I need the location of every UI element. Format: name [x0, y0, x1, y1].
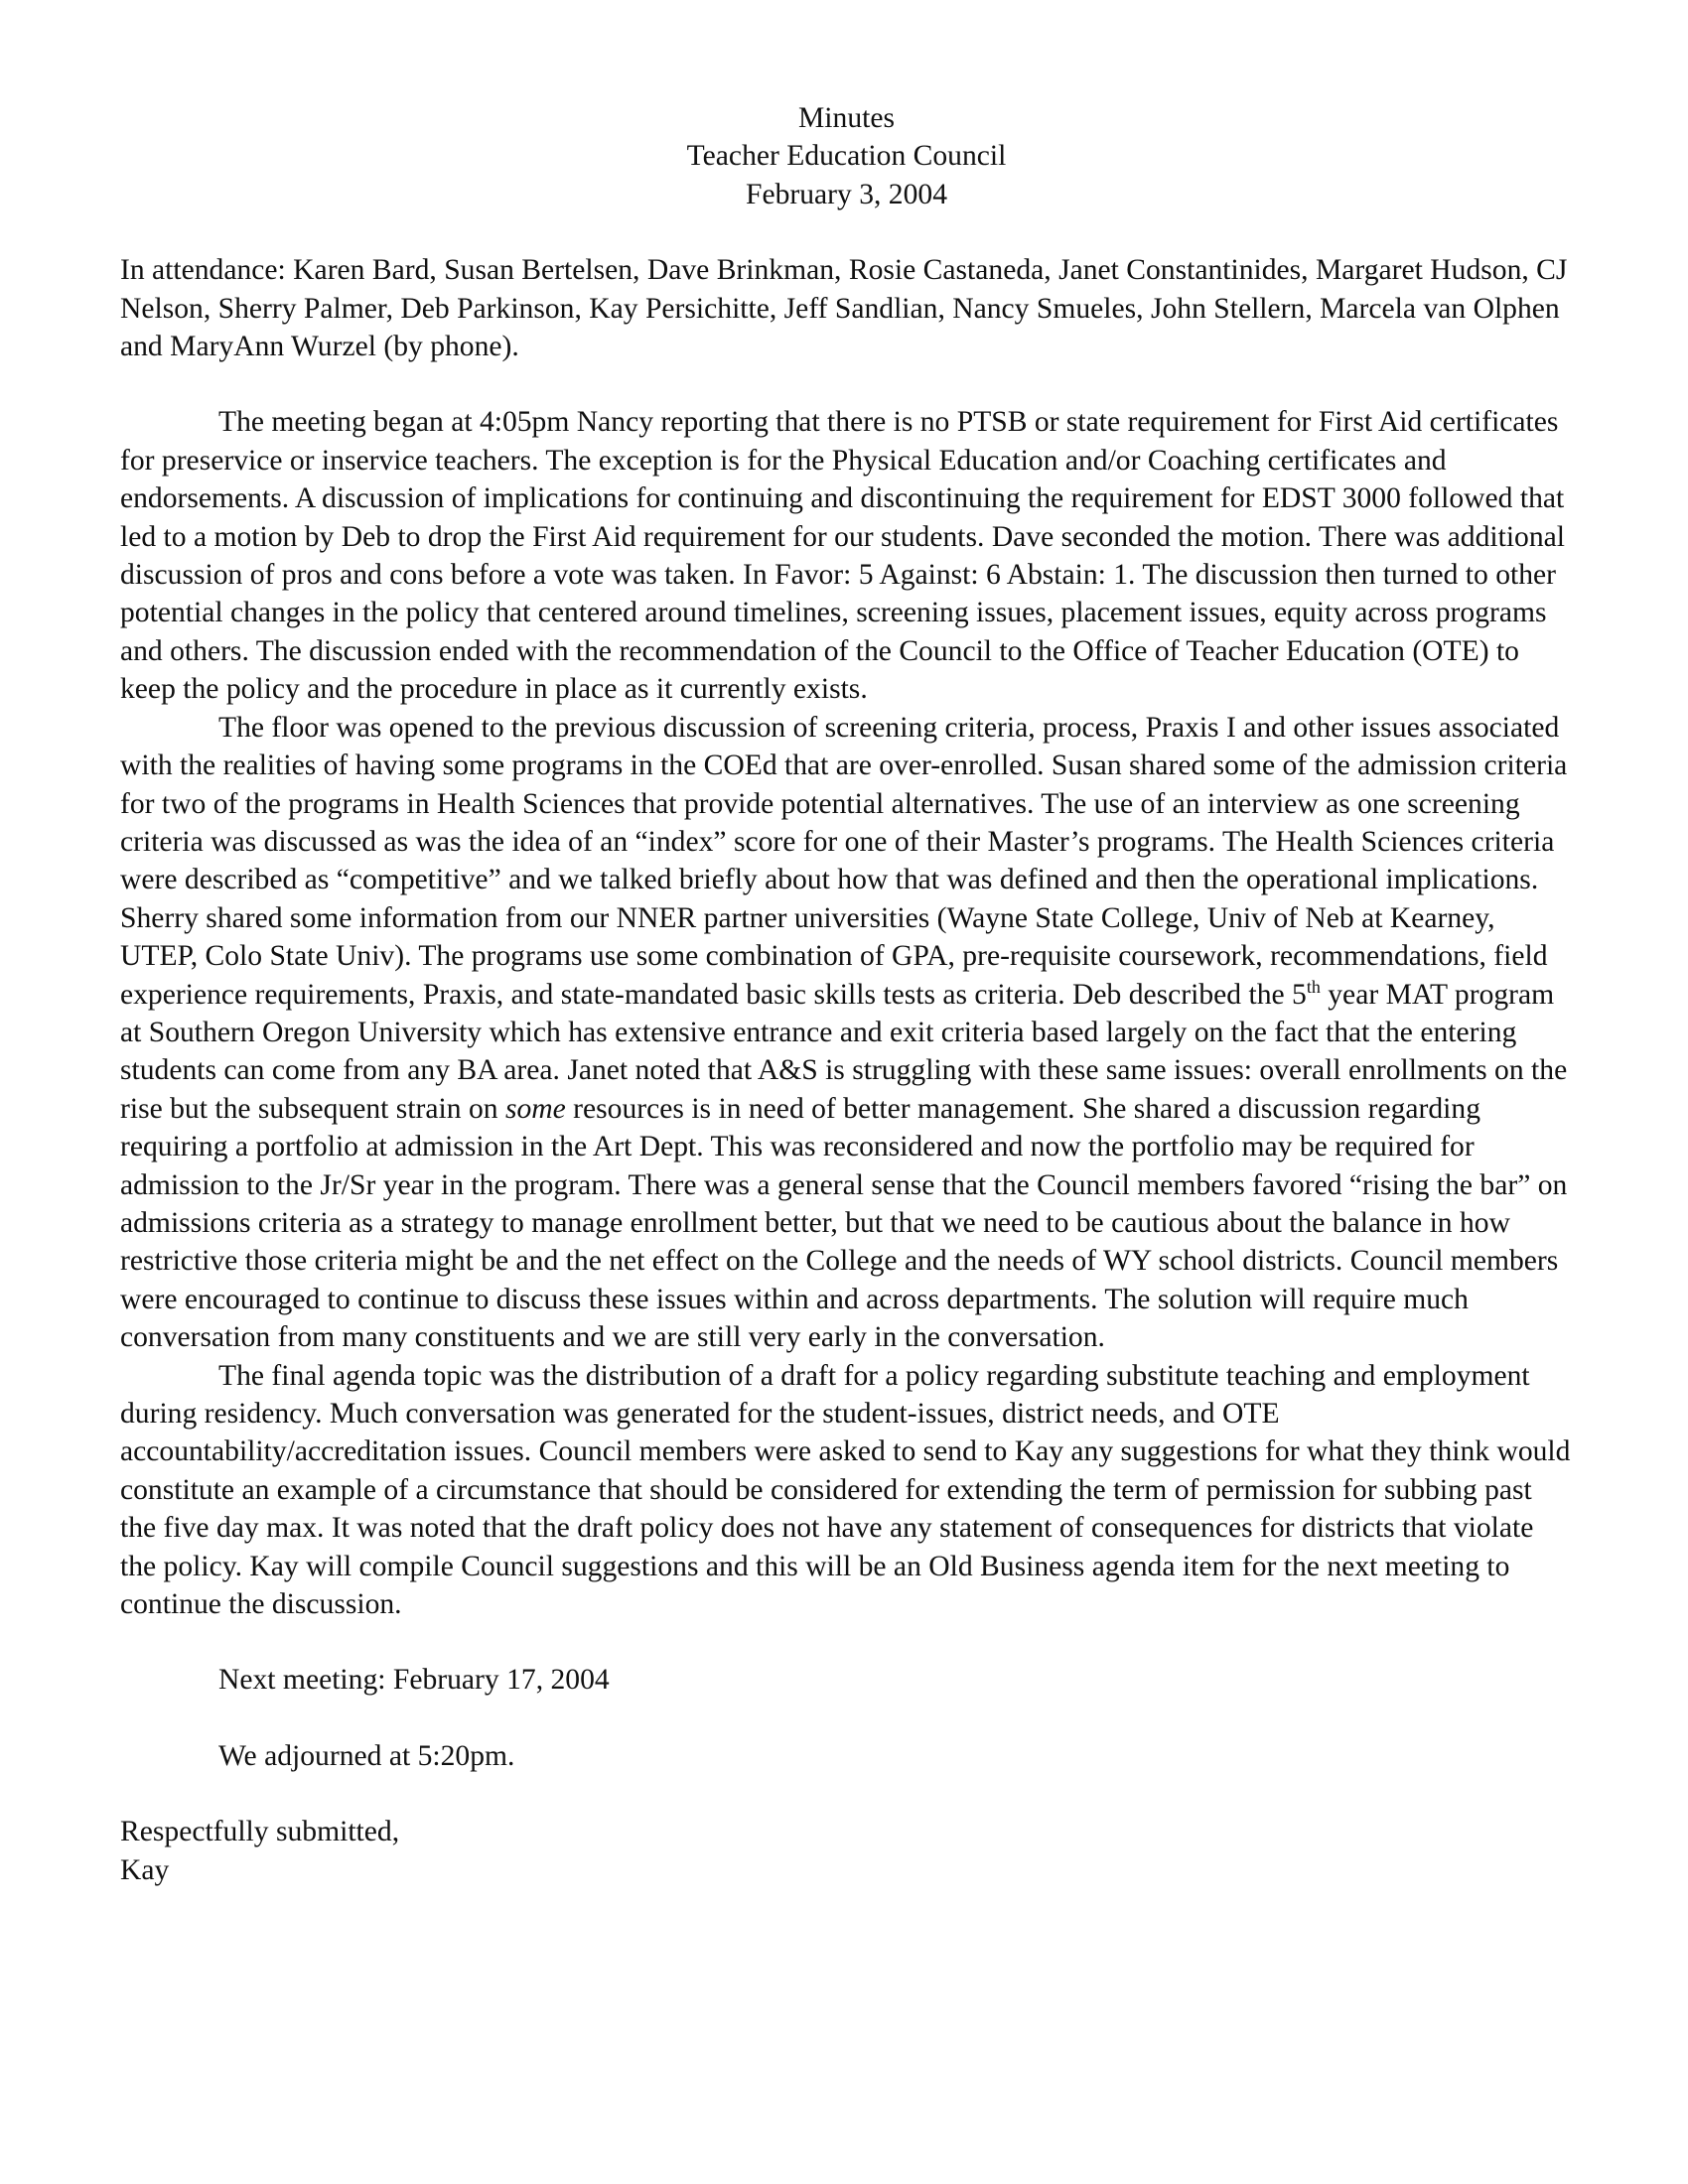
emphasized-word: some: [504, 1092, 566, 1125]
paragraph-substitute-policy: The final agenda topic was the distribution of a draft for a policy regarding substitute teaching and employment during residency. Much conversation was generated for the student-issues, district needs, and OTE accountability/accreditation issues. Council members were asked to send to Kay any suggestions for what they think would constitute an example of a circumstance that should be considered for extending the term of permission for subbing past the five day max. It was noted that the draft policy does not have any statement of consequences for districts that violate the policy. Kay will compile Council suggestions and this will be an Old Business agenda item for the next meeting to continue the discussion.: [120, 1359, 1571, 1621]
closing-line: Respectfully submitted,: [120, 1816, 400, 1848]
paragraph-screening-criteria: [120, 709, 1573, 1357]
document-header: [120, 99, 1573, 213]
paragraph-first-aid: The meeting began at 4:05pm Nancy reporting that there is no PTSB or state requirement for First Aid certificates for preservice or inservice teachers. The exception is for the Physical Education and/or Coaching certificates and endorsements. A discussion of implications for continuing and discontinuing the requirement for EDST 3000 followed that led to a motion by Deb to drop the First Aid requirement for our students. Dave seconded the motion. There was additional discussion of pros and cons before a vote was taken. In Favor: 5 Against: 6 Abstain: 1. The discussion then turned to other potential changes in the policy that centered around timelines, screening issues, placement issues, equity across programs and others. The discussion ended with the recommendation of the Council to the Office of Teacher Education (OTE) to keep the policy and the procedure in place as it currently exists.: [120, 406, 1565, 706]
next-meeting: Next meeting: February 17, 2004: [218, 1664, 610, 1697]
paragraph-screening-text-2: year MAT program at Southern Oregon University which has extensive entrance and exit criteria based largely on the fact that the entering students can come from any BA area. Janet noted that A&S is struggling with these same issues: overall enrollments on the rise but the subsequent strain on: [120, 978, 1568, 1125]
meeting-date: February 3, 2004: [745, 178, 947, 210]
signature-name: Kay: [120, 1853, 170, 1886]
ordinal-superscript: th: [1306, 976, 1321, 997]
paragraph-screening-text-3: resources is in need of better management. She shared a discussion regarding requiring a portfolio at admission in the Art Dept. This was reconsidered and now the portfolio may be required for admission to the Jr/Sr year in the program. There was a general sense that the Council members favored “rising the bar” on admissions criteria as a strategy to manage enrollment better, but that we need to be cautious about the balance in how restrictive those criteria might be and the net effect on the College and the needs of WY school districts. Council members were encouraged to continue to discuss these issues within and across departments. The solution will require much conversation from many constituents and we are still very early in the conversation.: [120, 1092, 1568, 1354]
attendance-list: In attendance: Karen Bard, Susan Bertelsen, Dave Brinkman, Rosie Castaneda, Janet Constantinides, Margaret Hudson, CJ Nelson, Sherry Palmer, Deb Parkinson, Kay Persichitte, Jeff Sandlian, Nancy Smueles, John Stellern, Marcela van Olphen and MaryAnn Wurzel (by phone).: [120, 254, 1568, 363]
document-title: Minutes: [797, 102, 895, 134]
organization-name: Teacher Education Council: [686, 140, 1007, 173]
adjournment: We adjourned at 5:20pm.: [218, 1739, 515, 1772]
paragraph-screening-text-1: The floor was opened to the previous discussion of screening criteria, process, Praxis I and other issues associated with the realities of having some programs in the COEd that are over-enrolled. Susan shared some of the admission criteria for two of the programs in Health Sciences that provide potential alternatives. The use of an interview as one screening criteria was discussed as was the idea of an “index” score for one of their Master’s programs. The Health Sciences criteria were described as “competitive” and we talked briefly about how that was defined and then the operational implications. Sherry shared some information from our NNER partner universities (Wayne State College, Univ of Neb at Kearney, UTEP, Colo State Univ). The programs use some combination of GPA, pre-requisite coursework, recommendations, field experience requirements, Praxis, and state-mandated basic skills tests as criteria. Deb described the 5: [120, 711, 1568, 1011]
